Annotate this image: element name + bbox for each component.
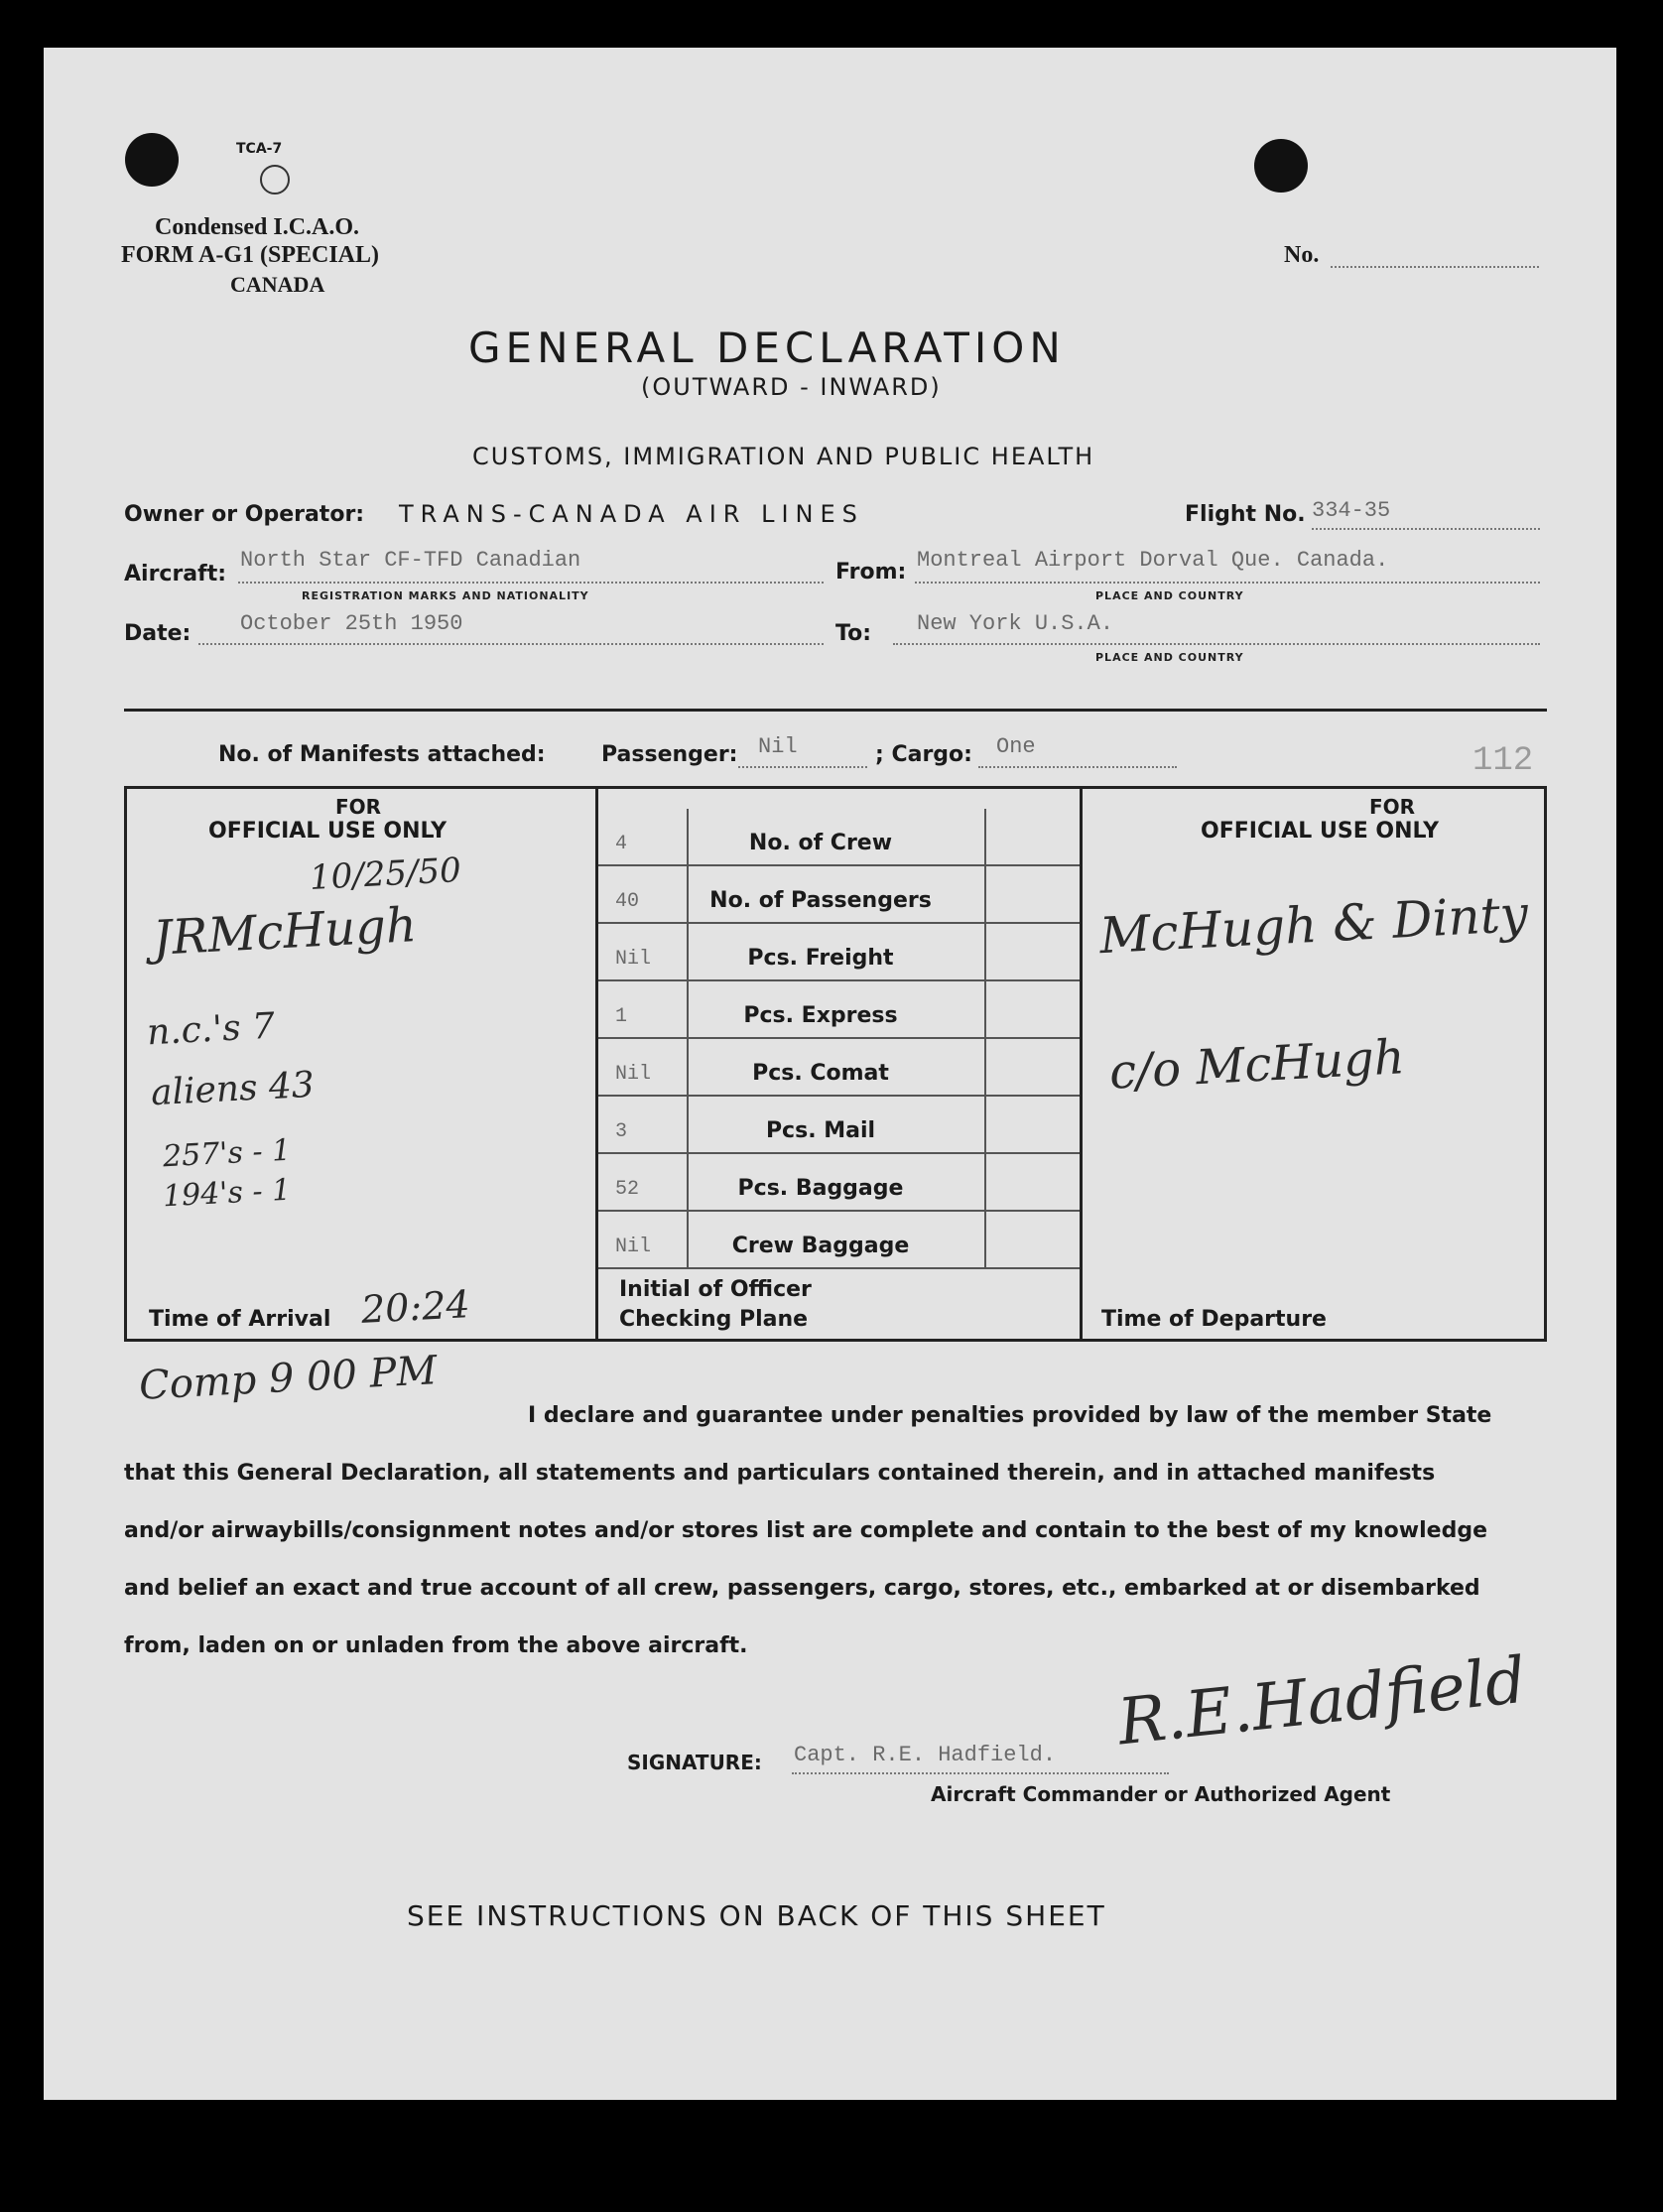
- row-label: Pcs. Freight: [747, 946, 894, 971]
- form-code: TCA-7: [236, 141, 283, 157]
- row-value: 52: [615, 1178, 640, 1201]
- signature-typed: Capt. R.E. Hadfield.: [794, 1743, 1057, 1767]
- row-label: Crew Baggage: [731, 1234, 910, 1258]
- completion-note: Comp 9 00 PM: [138, 1348, 439, 1409]
- row-label: No. of Crew: [748, 831, 893, 855]
- signature-handwritten: R.E.Hadfield: [1114, 1643, 1530, 1760]
- left-official-label: OFFICIAL USE ONLY: [208, 819, 448, 844]
- signature-label: SIGNATURE:: [627, 1751, 762, 1774]
- flight-field: [1312, 528, 1540, 530]
- row-separator: [598, 1095, 1080, 1097]
- row-value: Nil: [615, 1063, 652, 1086]
- punch-hole-right: [1254, 139, 1308, 193]
- right-official-label: OFFICIAL USE ONLY: [1201, 819, 1440, 844]
- aircraft-caption: REGISTRATION MARKS AND NATIONALITY: [302, 589, 589, 602]
- to-value: New York U.S.A.: [917, 611, 1114, 636]
- condensed-label: Condensed I.C.A.O.: [155, 214, 360, 240]
- time-departure-label: Time of Departure: [1101, 1307, 1327, 1332]
- from-caption: PLACE AND COUNTRY: [1095, 589, 1244, 602]
- time-arrival-label: Time of Arrival: [149, 1307, 331, 1332]
- time-arrival-value: 20:24: [359, 1282, 471, 1332]
- no-label: No.: [1284, 242, 1320, 268]
- value-column-divider: [687, 809, 689, 1269]
- to-label: To:: [835, 621, 871, 646]
- signature-field: [792, 1772, 1169, 1774]
- form-name: FORM A-G1 (SPECIAL): [121, 242, 379, 268]
- signature-caption: Aircraft Commander or Authorized Agent: [931, 1782, 1391, 1806]
- manifests-label: No. of Manifests attached:: [218, 742, 546, 767]
- passenger-value: Nil: [758, 734, 798, 759]
- country-label: CANADA: [230, 272, 325, 297]
- owner-value: TRANS-CANADA AIR LINES: [399, 500, 864, 528]
- right-for-label: FOR: [1369, 795, 1416, 819]
- declaration-line-4: and belief an exact and true account of all crew, passengers, cargo, stores, etc., embarked at or disembarked: [124, 1576, 1480, 1601]
- page-number: 112: [1472, 742, 1534, 780]
- from-value: Montreal Airport Dorval Que. Canada.: [917, 548, 1389, 573]
- to-caption: PLACE AND COUNTRY: [1095, 651, 1244, 664]
- table-divider-left: [595, 789, 598, 1339]
- declaration-line-2: that this General Declaration, all statements and particulars contained therein, and in attached manifests: [124, 1461, 1436, 1486]
- note-194: 194's - 1: [162, 1172, 293, 1215]
- note-right-1: McHugh & Dinty: [1097, 884, 1530, 966]
- declaration-line-3: and/or airwaybills/consignment notes and/or stores list are complete and contain to the best of my knowledge: [124, 1518, 1488, 1543]
- table-divider-right: [1080, 789, 1083, 1339]
- declaration-line-5: from, laden on or unladen from the above aircraft.: [124, 1633, 748, 1658]
- owner-label: Owner or Operator:: [124, 502, 365, 527]
- divider-rule: [124, 709, 1547, 712]
- row-separator: [598, 1210, 1080, 1212]
- date-field: [198, 643, 824, 645]
- row-label: Pcs. Baggage: [737, 1176, 904, 1201]
- row-value: 4: [615, 833, 628, 855]
- union-seal-icon: [260, 165, 290, 195]
- row-separator: [598, 1152, 1080, 1154]
- row-label: Pcs. Mail: [765, 1118, 876, 1143]
- row-separator: [598, 1037, 1080, 1039]
- row-label: Pcs. Comat: [752, 1061, 889, 1086]
- form-sheet: [44, 48, 1616, 2100]
- cargo-value: One: [996, 734, 1036, 759]
- aircraft-value: North Star CF-TFD Canadian: [240, 548, 581, 573]
- note-aliens: aliens 43: [150, 1064, 316, 1114]
- footer-instructions: SEE INSTRUCTIONS ON BACK OF THIS SHEET: [407, 1899, 1106, 1932]
- cargo-field: [978, 766, 1177, 768]
- row-separator: [598, 1267, 1080, 1269]
- row-separator: [598, 979, 1080, 981]
- department-title: CUSTOMS, IMMIGRATION AND PUBLIC HEALTH: [472, 443, 1095, 470]
- note-officer-signature: JRMcHugh: [151, 897, 419, 967]
- flight-label: Flight No.: [1185, 502, 1306, 527]
- row-separator: [598, 864, 1080, 866]
- title-sub: (OUTWARD - INWARD): [641, 373, 942, 401]
- page-title: GENERAL DECLARATION: [468, 324, 1066, 372]
- initial-label-2: Checking Plane: [619, 1307, 809, 1332]
- left-for-label: FOR: [335, 795, 382, 819]
- row-value: Nil: [615, 948, 652, 971]
- note-ncs: n.c.'s 7: [146, 1005, 276, 1054]
- row-value: 1: [615, 1005, 628, 1028]
- aircraft-field: [238, 582, 824, 584]
- declaration-line-1: I declare and guarantee under penalties provided by law of the member State: [528, 1403, 1492, 1428]
- no-field: [1331, 266, 1539, 268]
- cargo-label: ; Cargo:: [875, 742, 972, 767]
- from-field: [915, 582, 1540, 584]
- date-label: Date:: [124, 621, 192, 646]
- to-field: [893, 643, 1540, 645]
- flight-value: 334-35: [1312, 498, 1391, 523]
- declaration-table: [124, 786, 1547, 1342]
- note-date: 10/25/50: [309, 850, 462, 898]
- row-value: 3: [615, 1120, 628, 1143]
- aircraft-label: Aircraft:: [124, 562, 227, 586]
- initial-label-1: Initial of Officer: [619, 1277, 812, 1302]
- row-label: No. of Passengers: [709, 888, 932, 913]
- passenger-field: [738, 766, 867, 768]
- date-value: October 25th 1950: [240, 611, 463, 636]
- row-value: 40: [615, 890, 640, 913]
- punch-hole-left: [125, 133, 179, 187]
- row-separator: [598, 922, 1080, 924]
- blank-column-divider: [984, 809, 986, 1269]
- passenger-label: Passenger:: [601, 742, 738, 767]
- from-label: From:: [835, 560, 907, 585]
- note-257: 257's - 1: [162, 1132, 293, 1175]
- note-right-2: c/o McHugh: [1107, 1029, 1406, 1101]
- row-value: Nil: [615, 1236, 652, 1258]
- row-label: Pcs. Express: [743, 1003, 898, 1028]
